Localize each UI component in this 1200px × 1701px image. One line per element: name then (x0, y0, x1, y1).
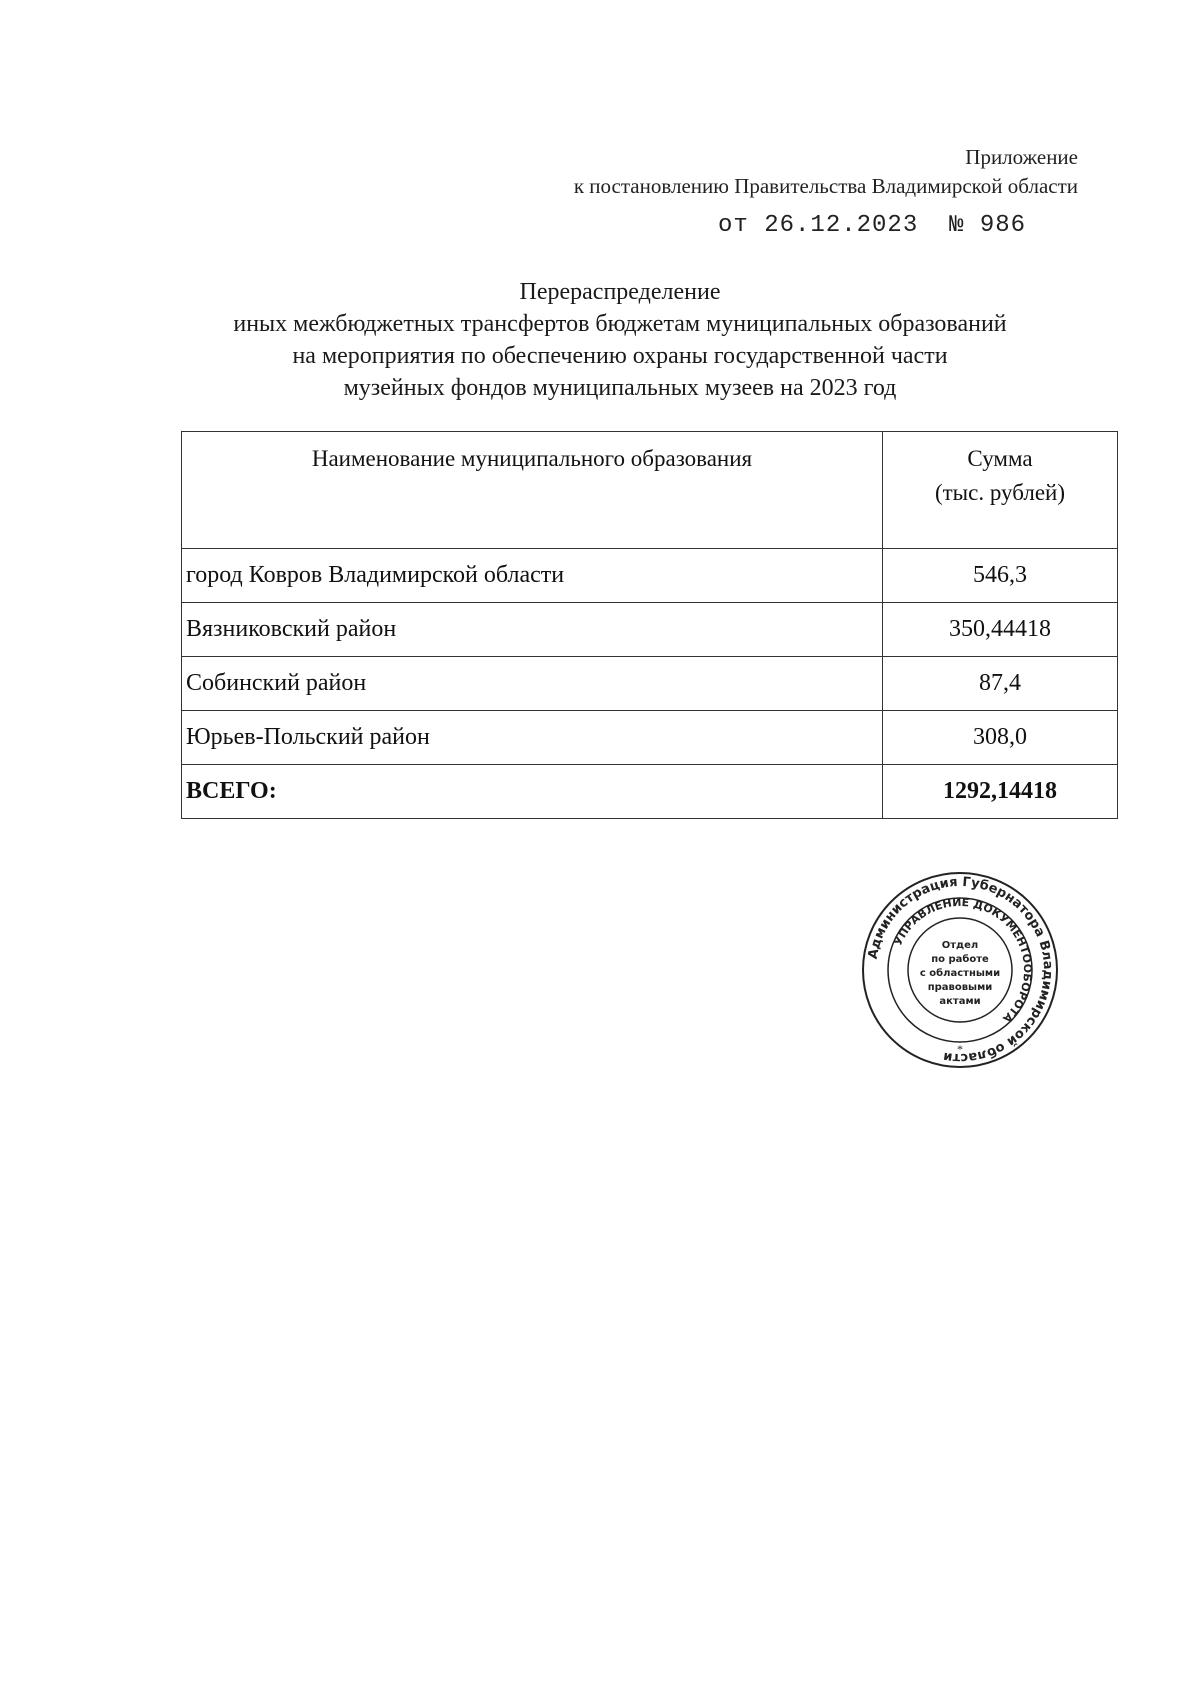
municipality-name: Юрьев-Польский район (182, 711, 883, 765)
table-total-row (182, 765, 1118, 819)
table-row (182, 549, 1118, 603)
municipality-sum: 308,0 (883, 711, 1118, 765)
title-line-2: иных межбюджетных трансфертов бюджетам муниципальных образований (233, 311, 1007, 337)
table-row (182, 711, 1118, 765)
stamp-star-icon: * (957, 1042, 963, 1056)
municipality-name: город Ковров Владимирской области (182, 549, 883, 603)
stamp-center-line: Отдел (941, 940, 979, 951)
title-line-3: на мероприятия по обеспечению охраны государственной части (292, 343, 948, 369)
total-label: ВСЕГО: (182, 765, 883, 819)
stamp-center-text (920, 940, 1000, 1007)
title-line-1: Перераспределение (519, 279, 721, 305)
official-stamp (860, 870, 1060, 1070)
stamp-outer-text: Администрация Губернатора Владимирской области (865, 874, 1056, 1066)
header-sum-unit: (тыс. рублей) (934, 480, 1066, 505)
header-sum-label: Сумма (967, 446, 1033, 471)
stamp-center-line: по работе (931, 954, 989, 965)
stamp-center-line: правовыми (927, 982, 993, 993)
total-sum: 1292,14418 (883, 765, 1118, 819)
municipality-sum: 87,4 (883, 657, 1118, 711)
allocation-table (181, 431, 1118, 819)
stamp-center-line: актами (939, 996, 981, 1007)
table-row (182, 657, 1118, 711)
table-header-row (182, 432, 1118, 549)
appendix-reference: к постановлению Правительства Владимирской области (573, 174, 1078, 198)
appendix-label: Приложение (965, 145, 1078, 169)
table-row (182, 603, 1118, 657)
document-title (150, 276, 1090, 404)
stamp-inner-text: УПРАВЛЕНИЕ ДОКУМЕНТООБОРОТА (891, 895, 1035, 1026)
municipality-sum: 546,3 (883, 549, 1118, 603)
stamp-center-line: с областными (919, 968, 1001, 979)
municipality-name: Вязниковский район (182, 603, 883, 657)
municipality-name: Собинский район (182, 657, 883, 711)
municipality-sum: 350,44418 (883, 603, 1118, 657)
title-line-4: музейных фондов муниципальных музеев на 2023 год (343, 375, 897, 401)
header-municipality: Наименование муниципального образования (182, 432, 883, 549)
decree-date-number: от 26.12.2023 № 986 (718, 212, 1027, 239)
header-sum (883, 432, 1118, 549)
